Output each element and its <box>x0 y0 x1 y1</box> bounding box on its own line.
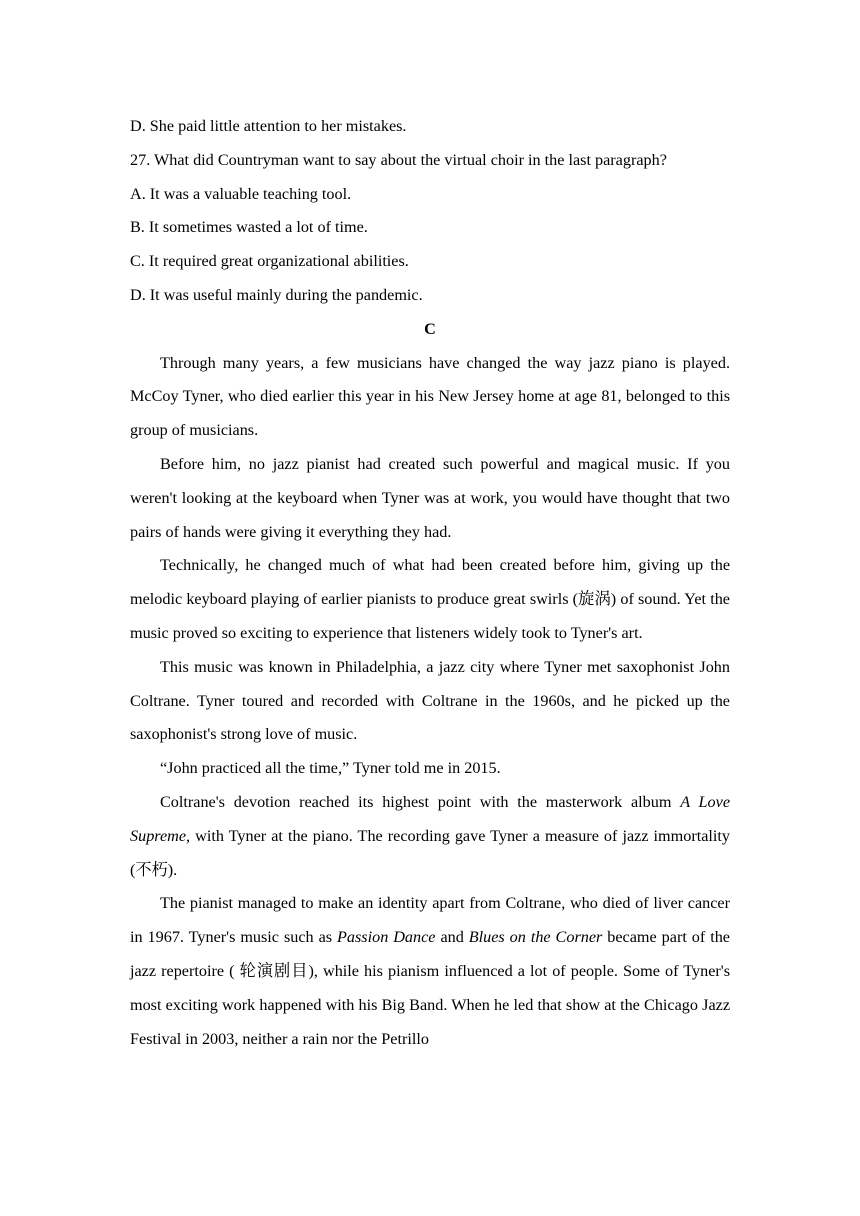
q26-option-d: D. She paid little attention to her mistakes. <box>130 117 407 135</box>
passage-paragraph-2: Before him, no jazz pianist had created such powerful and magical music. If you weren't looking at the keyboard when Tyner was at work, you would have thought that two pairs of hands were giving it everything they had. <box>130 454 730 541</box>
passage-paragraph-1: Through many years, a few musicians have changed the way jazz piano is played. McCoy Tyner, who died earlier this year in his New Jersey home at age 81, belonged to this group of musicians. <box>130 353 730 440</box>
q27-option-c: C. It required great organizational abilities. <box>130 252 409 271</box>
p7-text-part3: became part of the jazz repertoire ( 轮演剧目), while his pianism influenced a lot of people. Some of Tyner's most exciting work happened with his Big Band. When he led that show at the Chicago Jazz Festival in 2003, neither a rain nor the Petrillo <box>130 928 730 1048</box>
passage-paragraph-6 <box>130 786 730 887</box>
passage-paragraph-4: This music was known in Philadelphia, a jazz city where Tyner met saxophonist John Coltrane. Tyner toured and recorded with Coltrane in the 1960s, and he picked up the saxophonist's strong love of music. <box>130 657 730 744</box>
work-title-2: Blues on the Corner <box>468 928 603 947</box>
section-heading: C <box>424 319 436 338</box>
album-title: A Love Supreme <box>130 792 730 845</box>
passage-paragraph-7 <box>130 887 730 1056</box>
p7-text-part1: The pianist managed to make an identity apart from Coltrane, who died of liver cancer in 1967. Tyner's music such as <box>130 894 730 947</box>
q27-option-b: B. It sometimes wasted a lot of time. <box>130 218 368 237</box>
work-title-1: Passion Dance <box>337 928 436 947</box>
page-content <box>130 110 730 1056</box>
passage-paragraph-3: Technically, he changed much of what had been created before him, giving up the melodic keyboard playing of earlier pianists to produce great swirls (旋涡) of sound. Yet the music proved so exciting to experience that listeners widely took to Tyner's art. <box>130 556 730 642</box>
p7-text-part2: and <box>435 928 469 947</box>
passage-paragraph-5: “John practiced all the time,” Tyner told me in 2015. <box>160 759 501 778</box>
q27-option-a: A. It was a valuable teaching tool. <box>130 184 352 203</box>
p6-text-before: Coltrane's devotion reached its highest point with the masterwork album <box>160 792 681 811</box>
q27-stem: 27. What did Countryman want to say about the virtual choir in the last paragraph? <box>130 150 667 169</box>
p6-text-after: , with Tyner at the piano. The recording gave Tyner a measure of jazz immortality (不朽). <box>130 826 730 879</box>
q27-option-d: D. It was useful mainly during the pandemic. <box>130 285 423 304</box>
